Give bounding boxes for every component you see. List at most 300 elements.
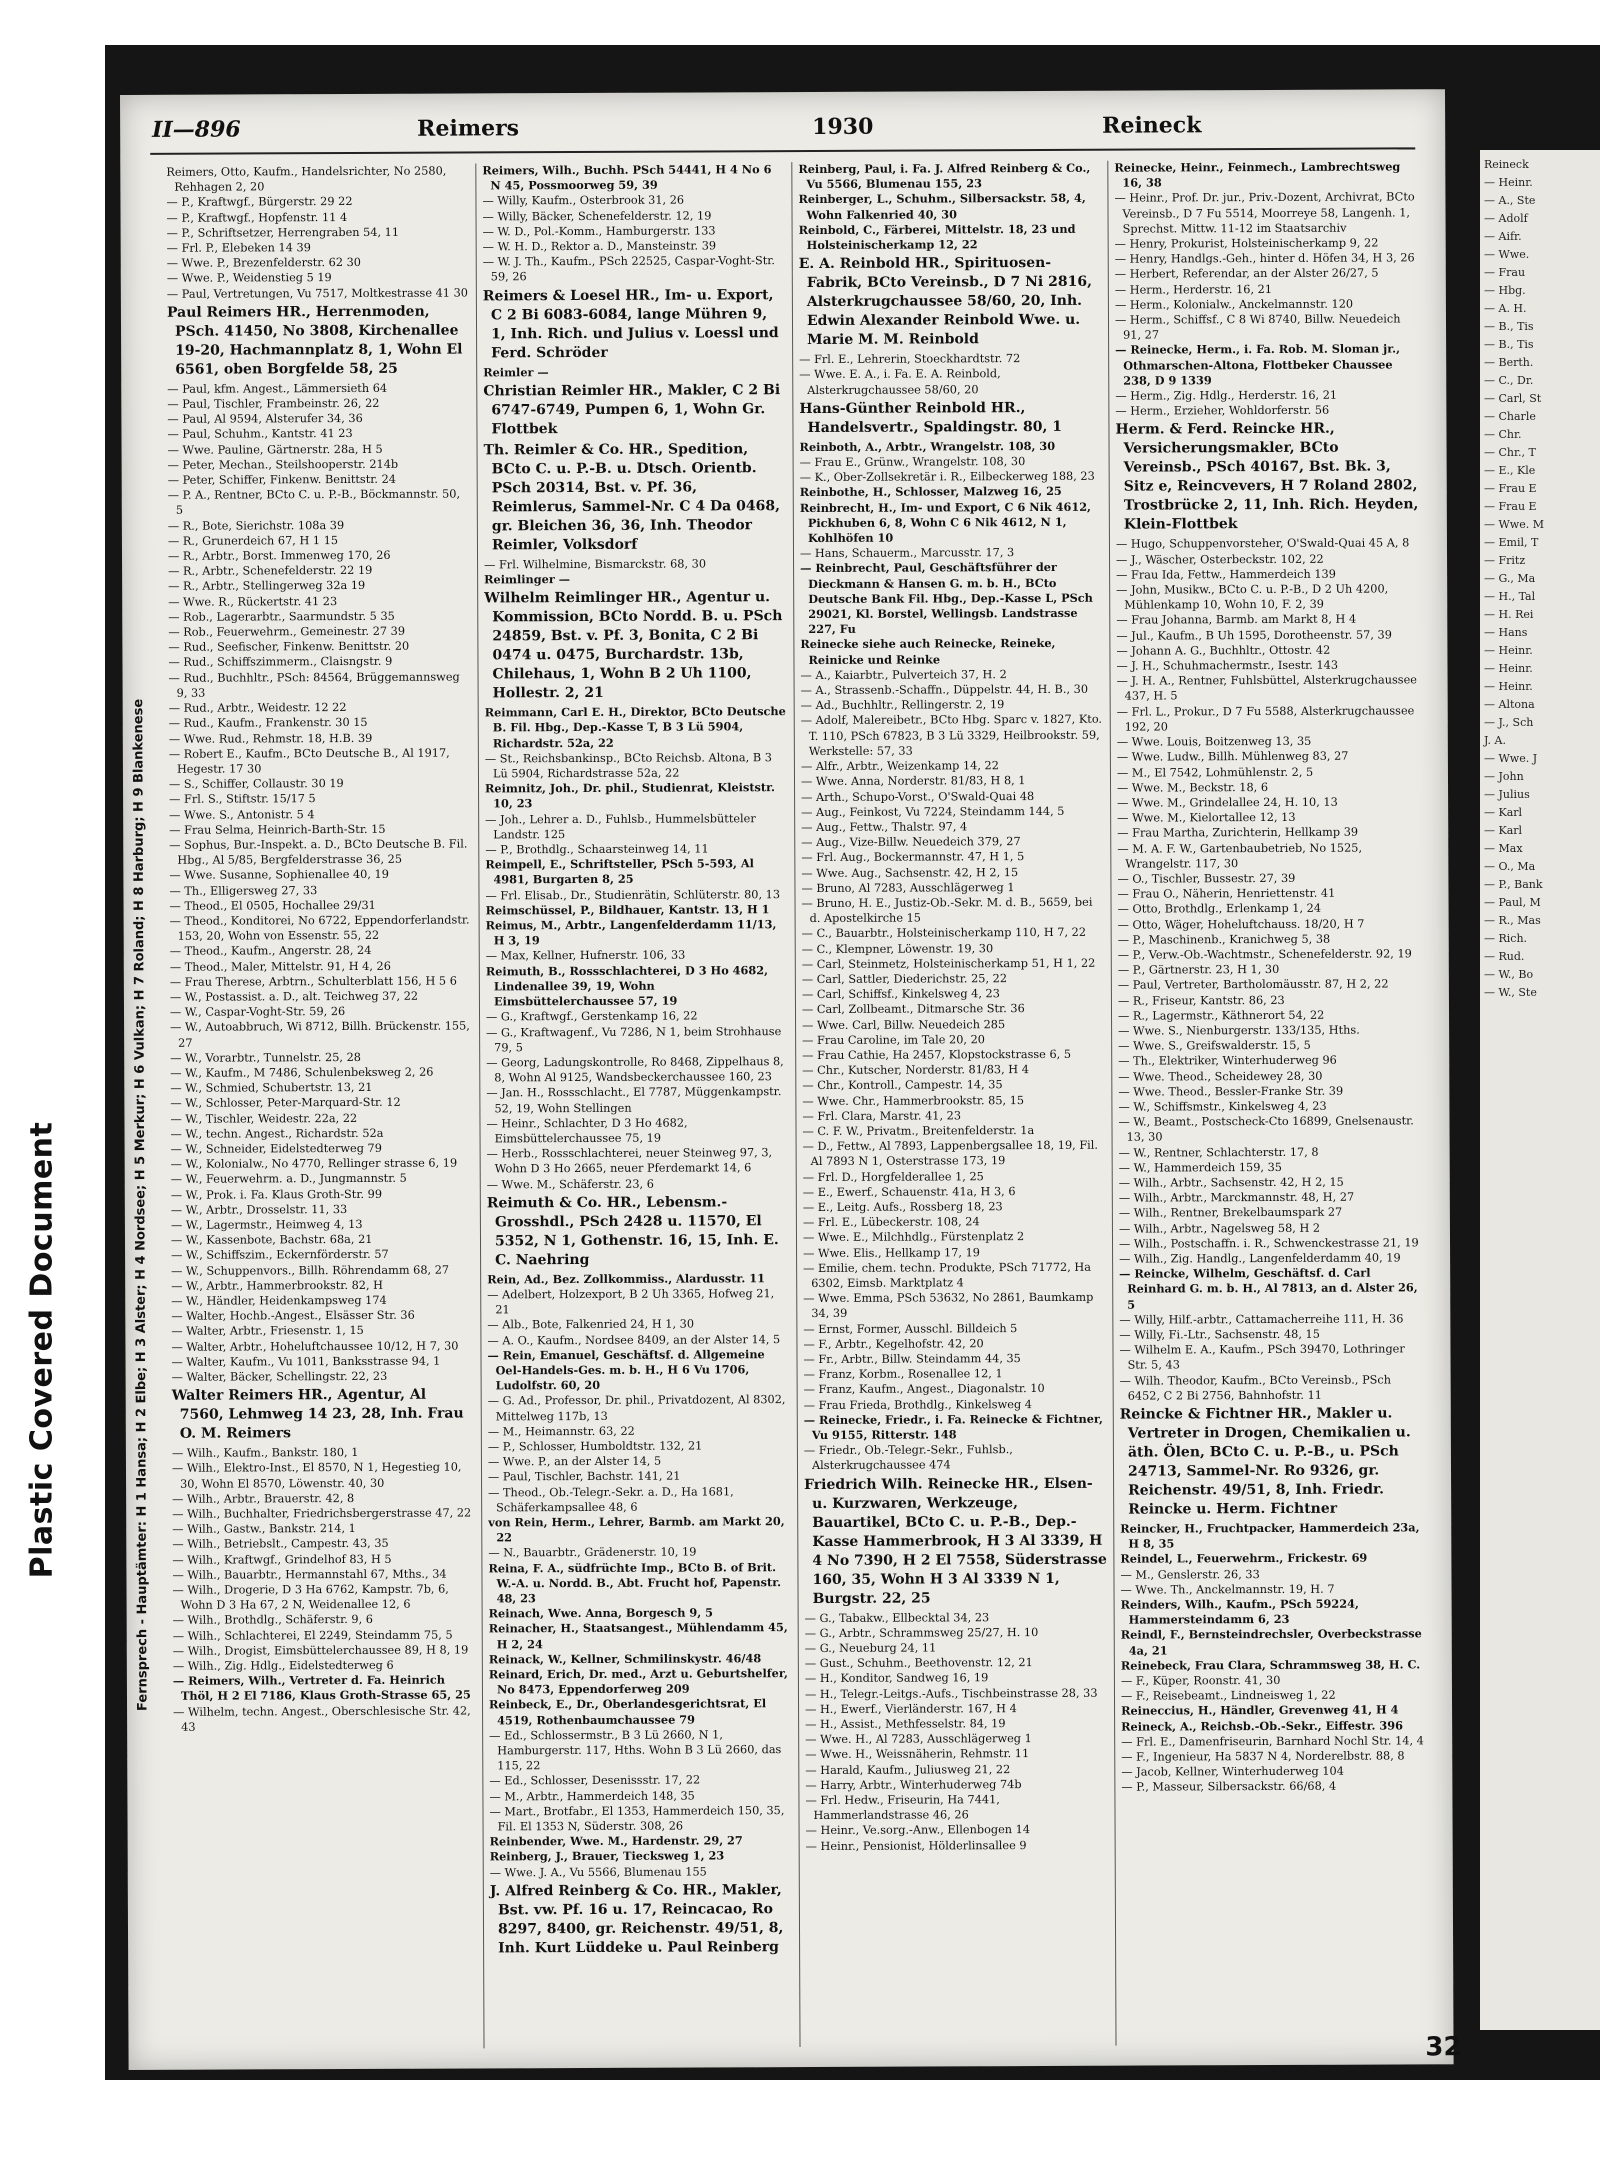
- directory-entry: — Wilh., Arbtr., Nagelsweg 58, H 2: [1118, 1221, 1321, 1236]
- directory-entry: — Wilh., Zig. Hdlg., Eidelstedterweg 6: [172, 1658, 394, 1673]
- directory-entry: — Jul., Kaufm., B Uh 1595, Dorotheenstr. 57, 39: [1116, 628, 1392, 643]
- directory-entry: — Wwe. E., Milchhdlg., Fürstenplatz 2: [802, 1230, 1025, 1245]
- directory-entry: — Theod., Konditorei, No 6722, Eppendorferlandstr. 153, 20, Wohn von Essenstr. 55, 22: [169, 913, 470, 943]
- facing-page-line: — J., Sch: [1484, 716, 1534, 729]
- directory-entry: — Frl. E., Damenfriseurin, Barnhard Nochl Str. 14, 4: [1121, 1734, 1424, 1749]
- facing-page-line: — Frau: [1484, 266, 1526, 279]
- directory-entry: — W., Feuerwehrm. a. D., Jungmannstr. 5: [170, 1172, 407, 1187]
- directory-entry: — Wilh., Zig. Handlg., Langenfelderdamm 40, 19: [1119, 1251, 1401, 1266]
- directory-entry: — Wwe. M., Schäferstr. 23, 6: [486, 1177, 654, 1191]
- facing-page-line: — H., Tal: [1484, 590, 1536, 603]
- facing-page-line: — P., Bank: [1484, 878, 1543, 891]
- directory-page: [120, 89, 1462, 2070]
- facing-page-line: — B., Tis: [1484, 338, 1534, 351]
- facing-page-line: — W., Ste: [1484, 986, 1537, 999]
- directory-entry: — K., Ober-Zollsekretär i. R., Eilbeckerweg 188, 23: [799, 469, 1095, 485]
- directory-entry: — Reimers, Wilh., Vertreter d. Fa. Heinrich Thöl, H 2 El 7186, Klaus Groth-Strasse 65, 25: [172, 1672, 471, 1704]
- directory-entry: — Frau E., Grünw., Wrangelstr. 108, 30: [799, 455, 1026, 470]
- facing-page-line: — Paul, M: [1484, 896, 1541, 909]
- directory-entry: — Wilh. Theodor, Kaufm., BCto Vereinsb., PSch 6452, C 2 Bi 2756, Bahnhofstr. 11: [1119, 1373, 1392, 1403]
- directory-entry: — W., Schiffsmstr., Kinkelsweg 4, 23: [1118, 1099, 1327, 1114]
- directory-entry: — Wilh., Rentner, Brekelbaumspark 27: [1118, 1206, 1343, 1221]
- directory-entry: — Carl, Schiffsf., Kinkelsweg 4, 23: [801, 987, 1000, 1002]
- directory-entry: — Harry, Arbtr., Winterhuderweg 74b: [805, 1777, 1022, 1792]
- facing-page-line: — R., Mas: [1484, 914, 1541, 927]
- directory-entry: — Fr., Arbtr., Billw. Steindamm 44, 35: [803, 1352, 1021, 1367]
- facing-page-line: — G., Ma: [1484, 572, 1536, 585]
- directory-entry: — Frl. D., Horgfelderallee 1, 25: [802, 1169, 984, 1184]
- facing-page-line: — E., Kle: [1484, 464, 1536, 477]
- directory-entry: Reina, F. A., südfrüchte Imp., BCto B. of Brit. W.-A. u. Nordd. B., Abt. Frucht hof, Papenstr. 48, 23: [488, 1559, 782, 1606]
- directory-entry: Reimler —: [483, 364, 549, 380]
- directory-entry: — M., El 7542, Lohmühlenstr. 2, 5: [1116, 765, 1314, 780]
- directory-entry: Reinach, Wwe. Anna, Borgesch 9, 5: [488, 1605, 713, 1621]
- directory-entry: — Adolf, Malereibetr., BCto Hbg. Sparc v. 1827, Kto. T. 110, PSch 67823, B 3 Lü 3329, Heilbrookstr. 59, Werkstelle: 57, 33: [800, 713, 1103, 758]
- firm-entry: Reimuth & Co. HR., Lebensm.-Grosshdl., PSch 2428 u. 11570, El 5352, N 1, Gothenstr. 16, 15, Inh. E. C. Naehring: [486, 1194, 779, 1269]
- facing-page-line: — Heinr.: [1484, 644, 1533, 657]
- directory-entry: — Wwe. Anna, Norderstr. 81/83, H 8, 1: [800, 774, 1026, 789]
- directory-entry: — Willy, Fi.-Ltr., Sachsenstr. 48, 15: [1119, 1327, 1320, 1342]
- directory-entry: — Jan. H., Rossschlacht., El 7787, Müggenkampstr. 52, 19, Wohn Stellingen: [486, 1085, 782, 1115]
- directory-entry: — Arth., Schupo-Vorst., O'Swald-Quai 48: [801, 789, 1035, 804]
- firm-entry: Walter Reimers HR., Agentur, Al 7560, Lehmweg 14 23, 28, Inh. Frau O. M. Reimers: [171, 1386, 464, 1442]
- directory-entry: — P., Brothdlg., Schaarsteinweg 14, 11: [485, 842, 709, 857]
- directory-entry: — Herm., Erzieher, Wohldorferstr. 56: [1115, 403, 1330, 418]
- directory-entry: Reinebeck, Frau Clara, Schrammsweg 38, H. C.: [1120, 1657, 1421, 1673]
- directory-entry: Reinbold, C., Färberei, Mittelstr. 18, 23 und Holsteinischerkamp 12, 22: [798, 221, 1076, 253]
- directory-entry: Reindel, L., Feuerwehrm., Frickestr. 69: [1120, 1551, 1368, 1567]
- directory-entry: — Walter, Hochb.-Angest., Elsässer Str. 36: [171, 1308, 415, 1324]
- firm-entry: Reincke & Fichtner HR., Makler u. Vertreter in Drogen, Chemikalien u. äth. Ölen, BCto C. u. P.-B., u. PSch 24713, Sammel-Nr. Ro 9326, gr. Reichenstr. 49/51, 8, Inh. Friedr. Reincke u. Herm. Fichtner: [1119, 1405, 1411, 1518]
- directory-entry: — W., Händler, Heidenkampsweg 174: [171, 1293, 387, 1308]
- directory-entry: — Frau Caroline, im Tale 20, 20: [802, 1032, 985, 1047]
- directory-entry: Reimnitz, Joh., Dr. phil., Studienrat, Kleiststr. 10, 23: [484, 780, 775, 811]
- directory-entry: Reimers, Wilh., Buchh. PSch 54441, H 4 No 6 N 45, Possmoorweg 59, 39: [482, 162, 772, 193]
- directory-entry: Reimus, M., Arbtr., Langenfelderdamm 11/13, H 3, 19: [485, 917, 777, 948]
- facing-page-line: — Max: [1484, 842, 1523, 855]
- directory-entry: — W., Kassenbote, Bachstr. 68a, 21: [170, 1233, 373, 1247]
- directory-entry: — W., Schiffszim., Eckernförderstr. 57: [171, 1248, 389, 1263]
- directory-entry: — Theod., Kaufm., Angerstr. 28, 24: [169, 944, 372, 959]
- directory-entry: — Wilh., Drogist, Eimsbüttelerchaussee 89, H 8, 19: [172, 1643, 469, 1658]
- directory-entry: — Theod., Ob.-Telegr.-Sekr. a. D., Ha 1681, Schäferkampsallee 48, 6: [488, 1484, 734, 1515]
- directory-entry: — Wilh., Drogerie, D 3 Ha 6762, Kampstr. 7b, 6, Wohn D 3 Ha 67, 2 N, Weidenallee 12, 6: [172, 1582, 449, 1613]
- side-label: [22, 1100, 62, 1600]
- directory-entry: — Wilh., Buchhalter, Friedrichsbergerstrasse 47, 22: [172, 1506, 472, 1521]
- directory-entry: Reinders, Wilh., Kaufm., PSch 59224, Hammersteindamm 6, 23: [1120, 1596, 1359, 1627]
- facing-page-line: — Fritz: [1484, 554, 1526, 567]
- directory-entry: — Sophus, Bur.-Inspekt. a. D., BCto Deutsche B. Fil. Hbg., Al 5/85, Bergfelderstrasse 36, 25: [169, 837, 468, 867]
- directory-entry: — P., Kraftwgf., Bürgerstr. 29 22: [166, 195, 353, 210]
- directory-entry: — Theod., El 0505, Hochallee 29/31: [169, 898, 376, 913]
- facing-page-line: — Aifr.: [1484, 230, 1522, 243]
- firm-entry: Herm. & Ferd. Reincke HR., Versicherungsmakler, BCto Vereinsb., PSch 40167, Bst. Bk. 3, Sitz e, Reincvevers, H 7 Roland 2802, Trostbrücke 2, 11, Inh. Rich. Heyden, Klein-Flottbek: [1115, 421, 1419, 534]
- directory-entry: — G., Kraftwagenf., Vu 7286, N 1, beim Strohhause 79, 5: [486, 1024, 782, 1055]
- facing-page-line: — Frau E: [1484, 500, 1537, 513]
- directory-entry: — Frl. Hedw., Friseurin, Ha 7441, Hammerlandstrasse 46, 26: [805, 1793, 1000, 1823]
- directory-entry: Reinberg, Paul, i. Fa. J. Alfred Reinberg & Co., Vu 5566, Blumenau 155, 23: [798, 160, 1091, 192]
- directory-entry: — Rud., Buchhltr., PSch: 84564, Brüggemannsweg 9, 33: [168, 670, 460, 700]
- directory-entry: — W., Caspar-Voght-Str. 59, 26: [169, 1005, 346, 1019]
- directory-entry: — Ernst, Former, Ausschl. Billdeich 5: [803, 1321, 1018, 1336]
- directory-entry: — W., Rentner, Schlachterstr. 17, 8: [1118, 1145, 1319, 1160]
- facing-page-line: — Karl: [1484, 806, 1523, 819]
- directory-entry: Reineck, A., Reichsb.-Ob.-Sekr., Eiffestr. 396: [1121, 1718, 1403, 1734]
- facing-page-line: — Rich.: [1484, 932, 1528, 945]
- directory-entry: — W., Kaufm., M 7486, Schulenbeksweg 2, 26: [170, 1065, 434, 1080]
- facing-page-line: — O., Ma: [1484, 860, 1536, 873]
- directory-entry: — W., Arbtr., Hammerbrookstr. 82, H: [171, 1278, 384, 1293]
- directory-entry: Reinbeck, E., Dr., Oberlandesgerichtsrat, El 4519, Rothenbaumchaussee 79: [488, 1696, 767, 1727]
- directory-entry: — Bruno, H. E., Justiz-Ob.-Sekr. M. d. B., 5659, bei d. Apostelkirche 15: [801, 895, 1093, 926]
- directory-entry: Reindl, F., Bernsteindrechsler, Overbeckstrasse 4a, 21: [1120, 1626, 1422, 1658]
- directory-entry: — Wwe. E. A., i. Fa. E. A. Reinbold, Alsterkrugchaussee 58/60, 20: [799, 367, 1001, 397]
- page-reference: II—896: [152, 116, 241, 143]
- directory-entry: — F., Küper, Roonstr. 41, 30: [1120, 1674, 1281, 1688]
- directory-entry: — Herb., Rossschlachterei, neuer Steinweg 97, 3, Wohn D 3 Ho 2665, neuer Pferdemarkt 14, 6: [486, 1146, 773, 1176]
- firm-entry: E. A. Reinbold HR., Spirituosen-Fabrik, BCto Vereinsb., D 7 Ni 2816, Alsterkrugchaussee 58/60, 20, Inh. Edwin Alexander Reinbold Wwe. u. Marie M. M. Reinbold: [798, 255, 1092, 349]
- directory-entry: — Wwe. P., an der Alster 14, 5: [487, 1454, 662, 1469]
- directory-entry: — Franz, Korbm., Rosenallee 12, 1: [803, 1367, 1003, 1382]
- directory-entry: — R., Friseur, Kantstr. 86, 23: [1117, 993, 1285, 1008]
- facing-page-line: — Hbg.: [1484, 284, 1526, 297]
- directory-entry: — Th., Elektriker, Winterhuderweg 96: [1118, 1054, 1337, 1069]
- facing-page-line: — Carl, St: [1484, 392, 1542, 405]
- page-header: [152, 107, 1405, 152]
- fernsprech-legend: [120, 655, 161, 1755]
- facing-page-line: — Chr.: [1484, 428, 1522, 441]
- directory-entry: — W., Schmied, Schubertstr. 13, 21: [170, 1081, 373, 1095]
- firm-entry: Christian Reimler HR., Makler, C 2 Bi 6747-6749, Pumpen 6, 1, Wohn Gr. Flottbek: [483, 381, 781, 438]
- directory-entry: Reinard, Erich, Dr. med., Arzt u. Geburtshelfer, No 8473, Eppendorferweg 209: [488, 1666, 788, 1697]
- directory-entry: — J. H., Schuhmachermstr., Isestr. 143: [1116, 658, 1339, 673]
- firm-entry: Wilhelm Reimlinger HR., Agentur u. Kommission, BCto Nordd. B. u. PSch 24859, Bst. v. Pf. 3, Bonita, C 2 Bi 0474 u. 0475, Burchardstr. 13b, Chilehaus, 1, Wohn B 2 Uh 1100, Hollestr. 2, 21: [484, 589, 783, 702]
- directory-entry: — Frau Johanna, Barmb. am Markt 8, H 4: [1116, 613, 1357, 628]
- facing-page-line: — Wwe.: [1484, 248, 1530, 261]
- directory-entry: Reinboth, A., Arbtr., Wrangelstr. 108, 30: [799, 438, 1056, 454]
- directory-entry: — W., Arbtr., Drosselstr. 11, 33: [170, 1202, 348, 1217]
- directory-entry: — W., Prok. i. Fa. Klaus Groth-Str. 99: [170, 1187, 383, 1202]
- facing-page-line: — Adolf: [1484, 212, 1528, 225]
- facing-page-line: — Chr., T: [1484, 446, 1536, 459]
- directory-entry: — Hugo, Schuppenvorsteher, O'Swald-Quai 45 A, 8: [1115, 536, 1410, 552]
- directory-entry: — W., Schuppenvors., Billh. Röhrendamm 68, 27: [171, 1263, 450, 1278]
- directory-entry: — Walter, Bäcker, Schellingstr. 22, 23: [171, 1369, 388, 1384]
- directory-entry: — Carl, Sattler, Diederichstr. 25, 22: [801, 972, 1008, 986]
- facing-page-line: — Altona: [1484, 698, 1535, 711]
- directory-entry: — Frau O., Näherin, Henriettenstr. 41: [1117, 886, 1336, 901]
- directory-entry: — Carl, Zollbeamt., Ditmarsche Str. 36: [801, 1002, 1025, 1017]
- directory-entry: — M., Heimannstr. 63, 22: [487, 1424, 635, 1439]
- firm-entry: Th. Reimler & Co. HR., Spedition, BCto C. u. P.-B. u. Dtsch. Orientb. PSch 20314, Bst. v. Pf. 36, Reimlerus, Sammel-Nr. C 4 Da 0468, gr. Bleichen 36, 36, Inh. Theodor Reimler, Volksdorf: [483, 441, 780, 554]
- directory-entry: — Johann A. G., Buchhltr., Ottostr. 42: [1116, 643, 1331, 658]
- directory-entry: — Heinr., Pensionist, Hölderlinsallee 9: [805, 1838, 1027, 1853]
- directory-entry: — Wwe. Th., Anckelmannstr. 19, H. 7: [1120, 1582, 1335, 1597]
- facing-page-line: — John: [1484, 770, 1524, 783]
- directory-entry: — E., Ewerf., Schauenstr. 41a, H 3, 6: [802, 1184, 1016, 1199]
- directory-entry: Reincker, H., Fruchtpacker, Hammerdeich 23a, H 8, 35: [1120, 1520, 1420, 1551]
- facing-page-line: — Wwe. J: [1484, 752, 1538, 765]
- directory-entry: — Hans, Schauerm., Marcusstr. 17, 3: [799, 546, 1015, 561]
- directory-entry: — G. Ad., Professor, Dr. phil., Privatdozent, Al 8302, Mittelweg 117b, 13: [487, 1393, 786, 1423]
- directory-entry: — W., Postassist. a. D., alt. Teichweg 37, 22: [169, 989, 419, 1004]
- side-label-text: Plastic Covered Document: [24, 1121, 60, 1579]
- directory-entry: — Th., Elligersweg 27, 33: [169, 883, 318, 898]
- directory-entry: — Bruno, Al 7283, Ausschlägerweg 1: [801, 880, 1015, 895]
- directory-entry: — Wilhelm, techn. Angest., Oberschlesische Str. 42, 43: [173, 1704, 471, 1734]
- facing-page-line: — H. Rei: [1484, 608, 1534, 621]
- directory-entry: — D., Fettw., Al 7893, Lappenbergsallee 18, 19, Fil. Al 7893 N 1, Osterstrasse 173, 19: [802, 1138, 1099, 1169]
- facing-page-line: — C., Dr.: [1484, 374, 1534, 387]
- directory-entry: — Henry, Prokurist, Holsteinischerkamp 9, 22: [1114, 236, 1379, 251]
- facing-page-line: — A., Ste: [1484, 194, 1536, 207]
- firm-entry: Paul Reimers HR., Herrenmoden, PSch. 41450, No 3808, Kirchenallee 19-20, Hachmannplatz 8, 1, Wohn El 6561, oben Borgfelde 58, 25: [166, 303, 463, 378]
- directory-entry: — Paul, Tischler, Bachstr. 141, 21: [488, 1469, 681, 1484]
- directory-entry: — Wwe. P., Weidenstieg 5 19: [166, 271, 332, 286]
- directory-entry: — Theod., Maler, Mittelstr. 91, H 4, 26: [169, 959, 391, 974]
- directory-entry: — Paul, Vertreter, Bartholomäusstr. 87, H 2, 22: [1117, 977, 1389, 992]
- directory-entry: — Aug., Feinkost, Vu 7224, Steindamm 144, 5: [801, 804, 1065, 819]
- directory-entry: Reimmann, Carl E. H., Direktor, BCto Deutsche B. Fil. Hbg., Dep.-Kasse T, B 3 Lü 5904, Richardstr. 52a, 22: [484, 704, 786, 751]
- directory-entry: — R., Grunerdeich 67, H 1 15: [167, 533, 339, 548]
- directory-entry: — Rob., Lagerarbtr., Saarmundstr. 5 35: [168, 609, 395, 624]
- directory-entry: — Wwe. R., Rückertstr. 41 23: [168, 594, 338, 609]
- directory-entry: — Wilh., Kaufm., Bankstr. 180, 1: [171, 1446, 359, 1461]
- directory-entry: — Frau Selma, Heinrich-Barth-Str. 15: [169, 822, 386, 837]
- directory-entry: — Willy, Hilf.-arbtr., Cattamacherreihe 111, H. 36: [1119, 1312, 1404, 1327]
- directory-entry: — Frl. E., Lehrerin, Stoeckhardtstr. 72: [799, 352, 1021, 367]
- directory-entry: von Rein, Herm., Lehrer, Barmb. am Markt 20, 22: [488, 1514, 785, 1545]
- directory-entry: — Robert E., Kaufm., BCto Deutsche B., Al 1917, Hegestr. 17 30: [168, 746, 450, 776]
- directory-entry: — A., Strassenb.-Schaffn., Düppelstr. 44, H. B., 30: [800, 682, 1089, 698]
- directory-entry: — Chr., Kutscher, Norderstr. 81/83, H 4: [802, 1063, 1029, 1078]
- directory-entry: — Wwe. P., Brezenfelderstr. 62 30: [166, 256, 362, 271]
- directory-entry: Reinberger, L., Schuhm., Silbersackstr. 58, 4, Wohn Falkenried 40, 30: [798, 191, 1086, 222]
- facing-page-fragment: [1480, 150, 1600, 2030]
- directory-entry: — St., Reichsbankinsp., BCto Reichsb. Altona, B 3 Lü 5904, Richardstrasse 52a, 22: [484, 751, 772, 781]
- directory-entry: — Ad., Buchhltr., Rellingerstr. 2, 19: [800, 698, 1005, 713]
- facing-page-line: — Heinr.: [1484, 176, 1533, 189]
- directory-entry: — Wwe. Theod., Bessler-Franke Str. 39: [1118, 1084, 1344, 1099]
- directory-entry: — R., Arbtr., Schenefelderstr. 22 19: [168, 564, 373, 579]
- directory-entry: — R., Arbtr., Stellingerweg 32a 19: [168, 579, 366, 594]
- directory-entry: — Herbert, Referendar, an der Alster 26/27, 5: [1114, 266, 1379, 282]
- directory-entry: — Rein, Emanuel, Geschäftsf. d. Allgemeine Oel-Handels-Ges. m. b. H., H 6 Vu 1706, Ludolfstr. 60, 20: [487, 1346, 765, 1393]
- directory-entry: — W., Schlosser, Peter-Marquard-Str. 12: [170, 1096, 401, 1111]
- directory-entry: — Reinecke, Herm., i. Fa. Rob. M. Sloman jr., Othmarschen-Altona, Flottbeker Chaussee 238, D 9 1339: [1115, 341, 1401, 388]
- directory-entry: — Wwe. Ludw., Billh. Mühlenweg 83, 27: [1116, 749, 1349, 764]
- directory-entry: — J., Wäscher, Osterbeckstr. 102, 22: [1116, 552, 1324, 567]
- directory-entry: — Peter, Schiffer, Finkenw. Benittstr. 24: [167, 472, 397, 487]
- facing-page-line: — Emil, T: [1484, 536, 1539, 549]
- directory-entry: — M., Arbtr., Hammerdeich 148, 35: [489, 1789, 695, 1804]
- directory-entry: — Wwe. S., Nienburgerstr. 133/135, Hths.: [1118, 1023, 1360, 1038]
- directory-entry: — P., Maschinenb., Kranichweg 5, 38: [1117, 932, 1331, 947]
- directory-entry: — H., Telegr.-Leitgs.-Aufs., Tischbeinstrasse 28, 33: [804, 1686, 1098, 1701]
- directory-entry: — Frl. Wilhelmine, Bismarckstr. 68, 30: [484, 557, 707, 572]
- directory-entry: Reimers, Otto, Kaufm., Handelsrichter, No 2580, Rehhagen 2, 20: [166, 164, 447, 194]
- directory-entry: — Paul, Tischler, Frambeinstr. 26, 22: [167, 396, 380, 411]
- directory-entry: Reineccius, H., Händler, Grevenweg 41, H 4: [1121, 1702, 1399, 1719]
- directory-entry: — Heinr., Schlachter, D 3 Ho 4682, Eimsbüttelerchaussee 75, 19: [486, 1116, 688, 1146]
- fernsprech-text: Fernsprech - Hauptämter: H 1 Hansa; H 2 Elbe; H 3 Alster; H 4 Nordsee; H 5 Merkur; H 6 Vulkan; H 7 Roland; H 8 Harburg; H 9 Blankenese: [131, 698, 151, 1712]
- directory-entry: — Wwe. Chr., Hammerbrookstr. 85, 15: [802, 1093, 1025, 1108]
- directory-entry: — A. O., Kaufm., Nordsee 8409, an der Alster 14, 5: [487, 1332, 781, 1347]
- directory-entry: — Aug., Vize-Billw. Neuedeich 379, 27: [801, 835, 1021, 850]
- directory-entry: — Alb., Bote, Falkenried 24, H 1, 30: [487, 1317, 695, 1332]
- facing-page-line: — Rud.: [1484, 950, 1525, 963]
- firm-entry: Hans-Günther Reinbold HR., Handelsvertr., Spaldingstr. 80, 1: [799, 399, 1062, 436]
- directory-entry: — Friedr., Ob.-Telegr.-Sekr., Fuhlsb., Alsterkrugchaussee 474: [803, 1443, 1013, 1473]
- directory-entry: — C., Bauarbtr., Holsteinischerkamp 110, H 7, 22: [801, 926, 1087, 941]
- directory-entry: — Ed., Schlossermstr., B 3 Lü 2660, N 1, Hamburgerstr. 117, Hths. Wohn B 3 Lü 2660, das 115, 22: [489, 1728, 782, 1773]
- directory-columns: [160, 159, 1431, 2049]
- directory-entry: — Frl. Clara, Marstr. 41, 23: [802, 1109, 962, 1123]
- directory-entry: — W., Tischler, Weidestr. 22a, 22: [170, 1111, 358, 1126]
- facing-page-line: — Charle: [1484, 410, 1536, 423]
- directory-entry: — Wwe. H., Weissnäherin, Rehmstr. 11: [805, 1747, 1030, 1762]
- directory-entry: — Rud., Kaufm., Frankenstr. 30 15: [168, 716, 368, 731]
- directory-entry: — Mart., Brotfabr., El 1353, Hammerdeich 150, 35, Fil. El 1353 N, Süderstr. 308, 26: [489, 1803, 785, 1834]
- facing-page-line: — Heinr.: [1484, 662, 1533, 675]
- firm-entry: Reimers & Loesel HR., Im- u. Export, C 2 Bi 6083-6084, lange Mühren 9, 1, Inh. Rich. und Julius v. Loessl und Ferd. Schröder: [482, 286, 779, 362]
- directory-entry: — Wwe. H., Al 7283, Ausschlägerweg 1: [805, 1732, 1032, 1747]
- directory-entry: — Paul, Schuhm., Kantstr. 41 23: [167, 427, 353, 442]
- directory-entry: — Reincke, Wilhelm, Geschäftsf. d. Carl Reinhard G. m. b. H., Al 7813, an d. Alster 26, 5: [1119, 1265, 1418, 1312]
- directory-entry: — P. A., Rentner, BCto C. u. P.-B., Böckmannstr. 50, 5: [167, 487, 461, 518]
- directory-entry: — Wwe. Carl, Billw. Neuedeich 285: [802, 1017, 1006, 1032]
- directory-entry: — P., Schlosser, Humboldtstr. 132, 21: [487, 1439, 703, 1454]
- directory-entry: Rein, Ad., Bez. Zollkommiss., Alardusstr. 11: [487, 1270, 765, 1287]
- directory-entry: — Herm., Herderstr. 16, 21: [1114, 282, 1273, 297]
- directory-entry: — Wilh., Gastw., Bankstr. 214, 1: [172, 1522, 356, 1537]
- directory-entry: — Adelbert, Holzexport, B 2 Uh 3365, Hofweg 21, 21: [487, 1287, 775, 1317]
- directory-entry: — Jacob, Kellner, Winterhuderweg 104: [1121, 1764, 1344, 1779]
- directory-entry: — Wilh., Arbtr., Marckmannstr. 48, H, 27: [1118, 1190, 1355, 1205]
- directory-entry: — Aug., Fettw., Thalstr. 97, 4: [801, 820, 968, 834]
- directory-entry: — W., techn. Angest., Richardstr. 52a: [170, 1126, 384, 1141]
- directory-entry: — P., Schriftsetzer, Herrengraben 54, 11: [166, 225, 400, 240]
- directory-entry: — Frl. Elisab., Dr., Studienrätin, Schlüterstr. 80, 13: [485, 887, 781, 903]
- header-first-name: Reimers: [417, 115, 520, 142]
- directory-entry: — Frau Ida, Fettw., Hammerdeich 139: [1116, 567, 1336, 582]
- directory-entry: Reinack, W., Kellner, Schmilinskystr. 46/48: [488, 1651, 762, 1667]
- directory-entry: — Frau Therese, Arbtrn., Schulterblatt 156, H 5 6: [169, 974, 457, 989]
- directory-entry: — G., Tabakw., Ellbecktal 34, 23: [804, 1610, 990, 1625]
- directory-entry: — E., Leitg. Aufs., Rossberg 18, 23: [802, 1200, 1003, 1215]
- directory-entry: — Wwe. S., Greifswalderstr. 15, 5: [1118, 1038, 1311, 1053]
- directory-entry: — Willy, Kaufm., Osterbrook 31, 26: [482, 193, 685, 208]
- directory-entry: — A., Kaiarbtr., Pulverteich 37, H. 2: [800, 668, 1007, 682]
- facing-page-line: Reineck: [1484, 158, 1529, 171]
- directory-entry: — Wilh., Schlachterei, El 2249, Steindamm 75, 5: [172, 1628, 453, 1643]
- directory-entry: — H., Ewerf., Vierländerstr. 167, H 4: [805, 1701, 1017, 1716]
- directory-entry: — Gust., Schuhm., Beethovenstr. 12, 21: [804, 1656, 1033, 1671]
- directory-entry: — Otto, Wäger, Hoheluftchauss. 18/20, H 7: [1117, 917, 1365, 932]
- directory-entry: — Wilh., Brothdlg., Schäferstr. 9, 6: [172, 1613, 374, 1628]
- directory-entry: — W., Kolonialw., No 4770, Rellinger strasse 6, 19: [170, 1156, 458, 1171]
- directory-entry: — W. J. Th., Kaufm., PSch 22525, Caspar-Voght-Str. 59, 26: [482, 254, 776, 284]
- directory-entry: — R., Arbtr., Borst. Immenweg 170, 26: [167, 548, 391, 563]
- directory-entry: Reimpell, E., Schriftsteller, PSch 5-593, Al 4981, Burgarten 8, 25: [485, 856, 754, 887]
- facing-page-line: — Julius: [1484, 788, 1530, 801]
- directory-entry: Reinecke, Heinr., Feinmech., Lambrechtsweg 16, 38: [1114, 159, 1401, 190]
- directory-entry: — Max, Kellner, Hufnerstr. 106, 33: [485, 949, 686, 963]
- facing-page-line: — A. H.: [1484, 302, 1527, 315]
- header-catchword: Reineck: [1102, 112, 1202, 139]
- facing-page-line: — W., Bo: [1484, 968, 1534, 981]
- facing-page-text: [1480, 150, 1600, 1008]
- directory-entry: — Emilie, chem. techn. Produkte, PSch 71772, Ha 6302, Eimsb. Marktplatz 4: [803, 1260, 1091, 1290]
- directory-entry: Reinecke siehe auch Reinecke, Reineke, Reinicke und Reinke: [800, 636, 1056, 667]
- directory-entry: — Rud., Seefischer, Finkenw. Benittstr. 20: [168, 640, 410, 655]
- directory-entry: — Wwe. Pauline, Gärtnerstr. 28a, H 5: [167, 442, 383, 457]
- directory-entry: — C. F. W., Privatm., Breitenfelderstr. 1a: [802, 1123, 1035, 1139]
- directory-entry: — Wwe. M., Kielortallee 12, 13: [1117, 810, 1296, 825]
- directory-entry: — Paul, Al 9594, Alsterufer 34, 36: [167, 412, 363, 427]
- directory-entry: Reimuth, B., Rossschlachterei, D 3 Ho 4682, Lindenallee 39, 19, Wohn Eimsbüttelerchaussee 57, 19: [485, 962, 769, 1009]
- directory-entry: — Wwe. S., Antonistr. 5 4: [169, 807, 315, 822]
- directory-entry: — F., Arbtr., Kegelhofstr. 42, 20: [803, 1337, 984, 1351]
- directory-entry: — Wilh., Elektro-Inst., El 8570, N 1, Hegestieg 10, 30, Wohn El 8570, Löwenstr. 40, 30: [171, 1460, 462, 1491]
- directory-entry: — Georg, Ladungskontrolle, Ro 8468, Zippelhaus 8, 8, Wohn Al 9125, Wandsbeckerchaussee 160, 23: [486, 1055, 784, 1085]
- directory-entry: — S., Schiffer, Collaustr. 30 19: [168, 777, 344, 791]
- directory-entry: — Herm., Zig. Hdlg., Herderstr. 16, 21: [1115, 388, 1338, 403]
- directory-entry: — Wilhelm E. A., Kaufm., PSch 39470, Lothringer Str. 5, 43: [1119, 1342, 1405, 1373]
- facing-page-line: — Heinr.: [1484, 680, 1533, 693]
- directory-entry: Reinbothe, H., Schlosser, Malzweg 16, 25: [799, 484, 1062, 500]
- facing-page-line: — Hans: [1484, 626, 1528, 639]
- directory-entry: — Frau Frieda, Brothdlg., Kinkelsweg 4: [803, 1397, 1032, 1412]
- directory-entry: — W., Schneider, Eidelstedterweg 79: [170, 1141, 382, 1156]
- directory-entry: — Wilh., Arbtr., Sachsenstr. 42, H 2, 15: [1118, 1175, 1344, 1190]
- directory-entry: — Wwe. Emma, PSch 53632, No 2861, Baumkamp 34, 39: [803, 1290, 1094, 1321]
- directory-entry: — M., Genslerstr. 26, 33: [1120, 1567, 1260, 1582]
- directory-entry: — Walter, Kaufm., Vu 1011, Banksstrasse 94, 1: [171, 1354, 441, 1369]
- directory-entry: — G., Neueburg 24, 11: [804, 1641, 937, 1656]
- directory-entry: Reinberg, J., Brauer, Tiecksweg 1, 23: [489, 1848, 725, 1864]
- directory-entry: — W., Beamt., Postscheck-Cto 16899, Gnelsenaustr. 13, 30: [1118, 1114, 1414, 1144]
- directory-entry: — J. H. A., Rentner, Fuhlsbüttel, Alsterkrugchaussee 437, H. 5: [1116, 673, 1417, 704]
- directory-entry: — Rud., Schiffszimmerm., Claisngstr. 9: [168, 655, 393, 670]
- directory-entry: — Rob., Feuerwehrm., Gemeinestr. 27 39: [168, 624, 406, 639]
- directory-entry: — Wwe. Louis, Boitzenweg 13, 35: [1116, 734, 1312, 749]
- directory-entry: — Reinbrecht, Paul, Geschäftsführer der Dieckmann & Hansen G. m. b. H., BCto Deutsche Bank Fil. Hbg., Dep.-Kasse L, PSch 29021, Kl. Borstel, Wellingsb. Landstrasse 227, Fu: [800, 560, 1093, 637]
- directory-entry: Reimlinger —: [484, 572, 571, 587]
- directory-entry: — Carl, Steinmetz, Holsteinischerkamp 51, H 1, 22: [801, 956, 1096, 971]
- directory-entry: — Frl. Aug., Bockermannstr. 47, H 1, 5: [801, 850, 1025, 865]
- directory-entry: — H., Assist., Methfesselstr. 84, 19: [805, 1717, 1006, 1732]
- directory-entry: — Walter, Arbtr., Hoheluftchaussee 10/12, H 7, 30: [171, 1339, 459, 1354]
- directory-entry: — Otto, Brothdlg., Erlenkamp 1, 24: [1117, 902, 1322, 916]
- directory-entry: — M. A. F. W., Gartenbaubetrieb, No 1525, Wrangelstr. 117, 30: [1117, 841, 1363, 871]
- directory-entry: — Chr., Kontroll., Campestr. 14, 35: [802, 1078, 1003, 1093]
- directory-entry: — Frl. S., Stiftstr. 15/17 5: [169, 792, 316, 807]
- directory-entry: — Frau Cathie, Ha 2457, Klopstockstrasse 6, 5: [802, 1047, 1072, 1062]
- directory-entry: — Wwe. Susanne, Sophienallee 40, 19: [169, 868, 389, 883]
- directory-entry: — Wilh., Arbtr., Brauerstr. 42, 8: [172, 1491, 355, 1506]
- facing-page-line: — Karl: [1484, 824, 1523, 837]
- page-number: 32: [1425, 2032, 1462, 2063]
- directory-entry: — Reinecke, Friedr., i. Fa. Reinecke & Fichtner, Vu 9155, Ritterstr. 148: [803, 1411, 1104, 1443]
- directory-entry: — Herm., Schiffsf., C 8 Wi 8740, Billw. Neuedeich 91, 27: [1114, 312, 1401, 342]
- directory-entry: — Wwe. Elis., Hellkamp 17, 19: [803, 1245, 980, 1260]
- directory-entry: — Wwe. M., Grindelallee 24, H. 10, 13: [1117, 795, 1338, 810]
- directory-entry: — W., Hammerdeich 159, 35: [1118, 1160, 1282, 1175]
- directory-entry: — W., Lagermstr., Heimweg 4, 13: [170, 1217, 363, 1232]
- directory-entry: — G., Arbtr., Schrammsweg 25/27, H. 10: [804, 1625, 1039, 1640]
- directory-entry: — Wwe. M., Beckstr. 18, 6: [1117, 780, 1269, 795]
